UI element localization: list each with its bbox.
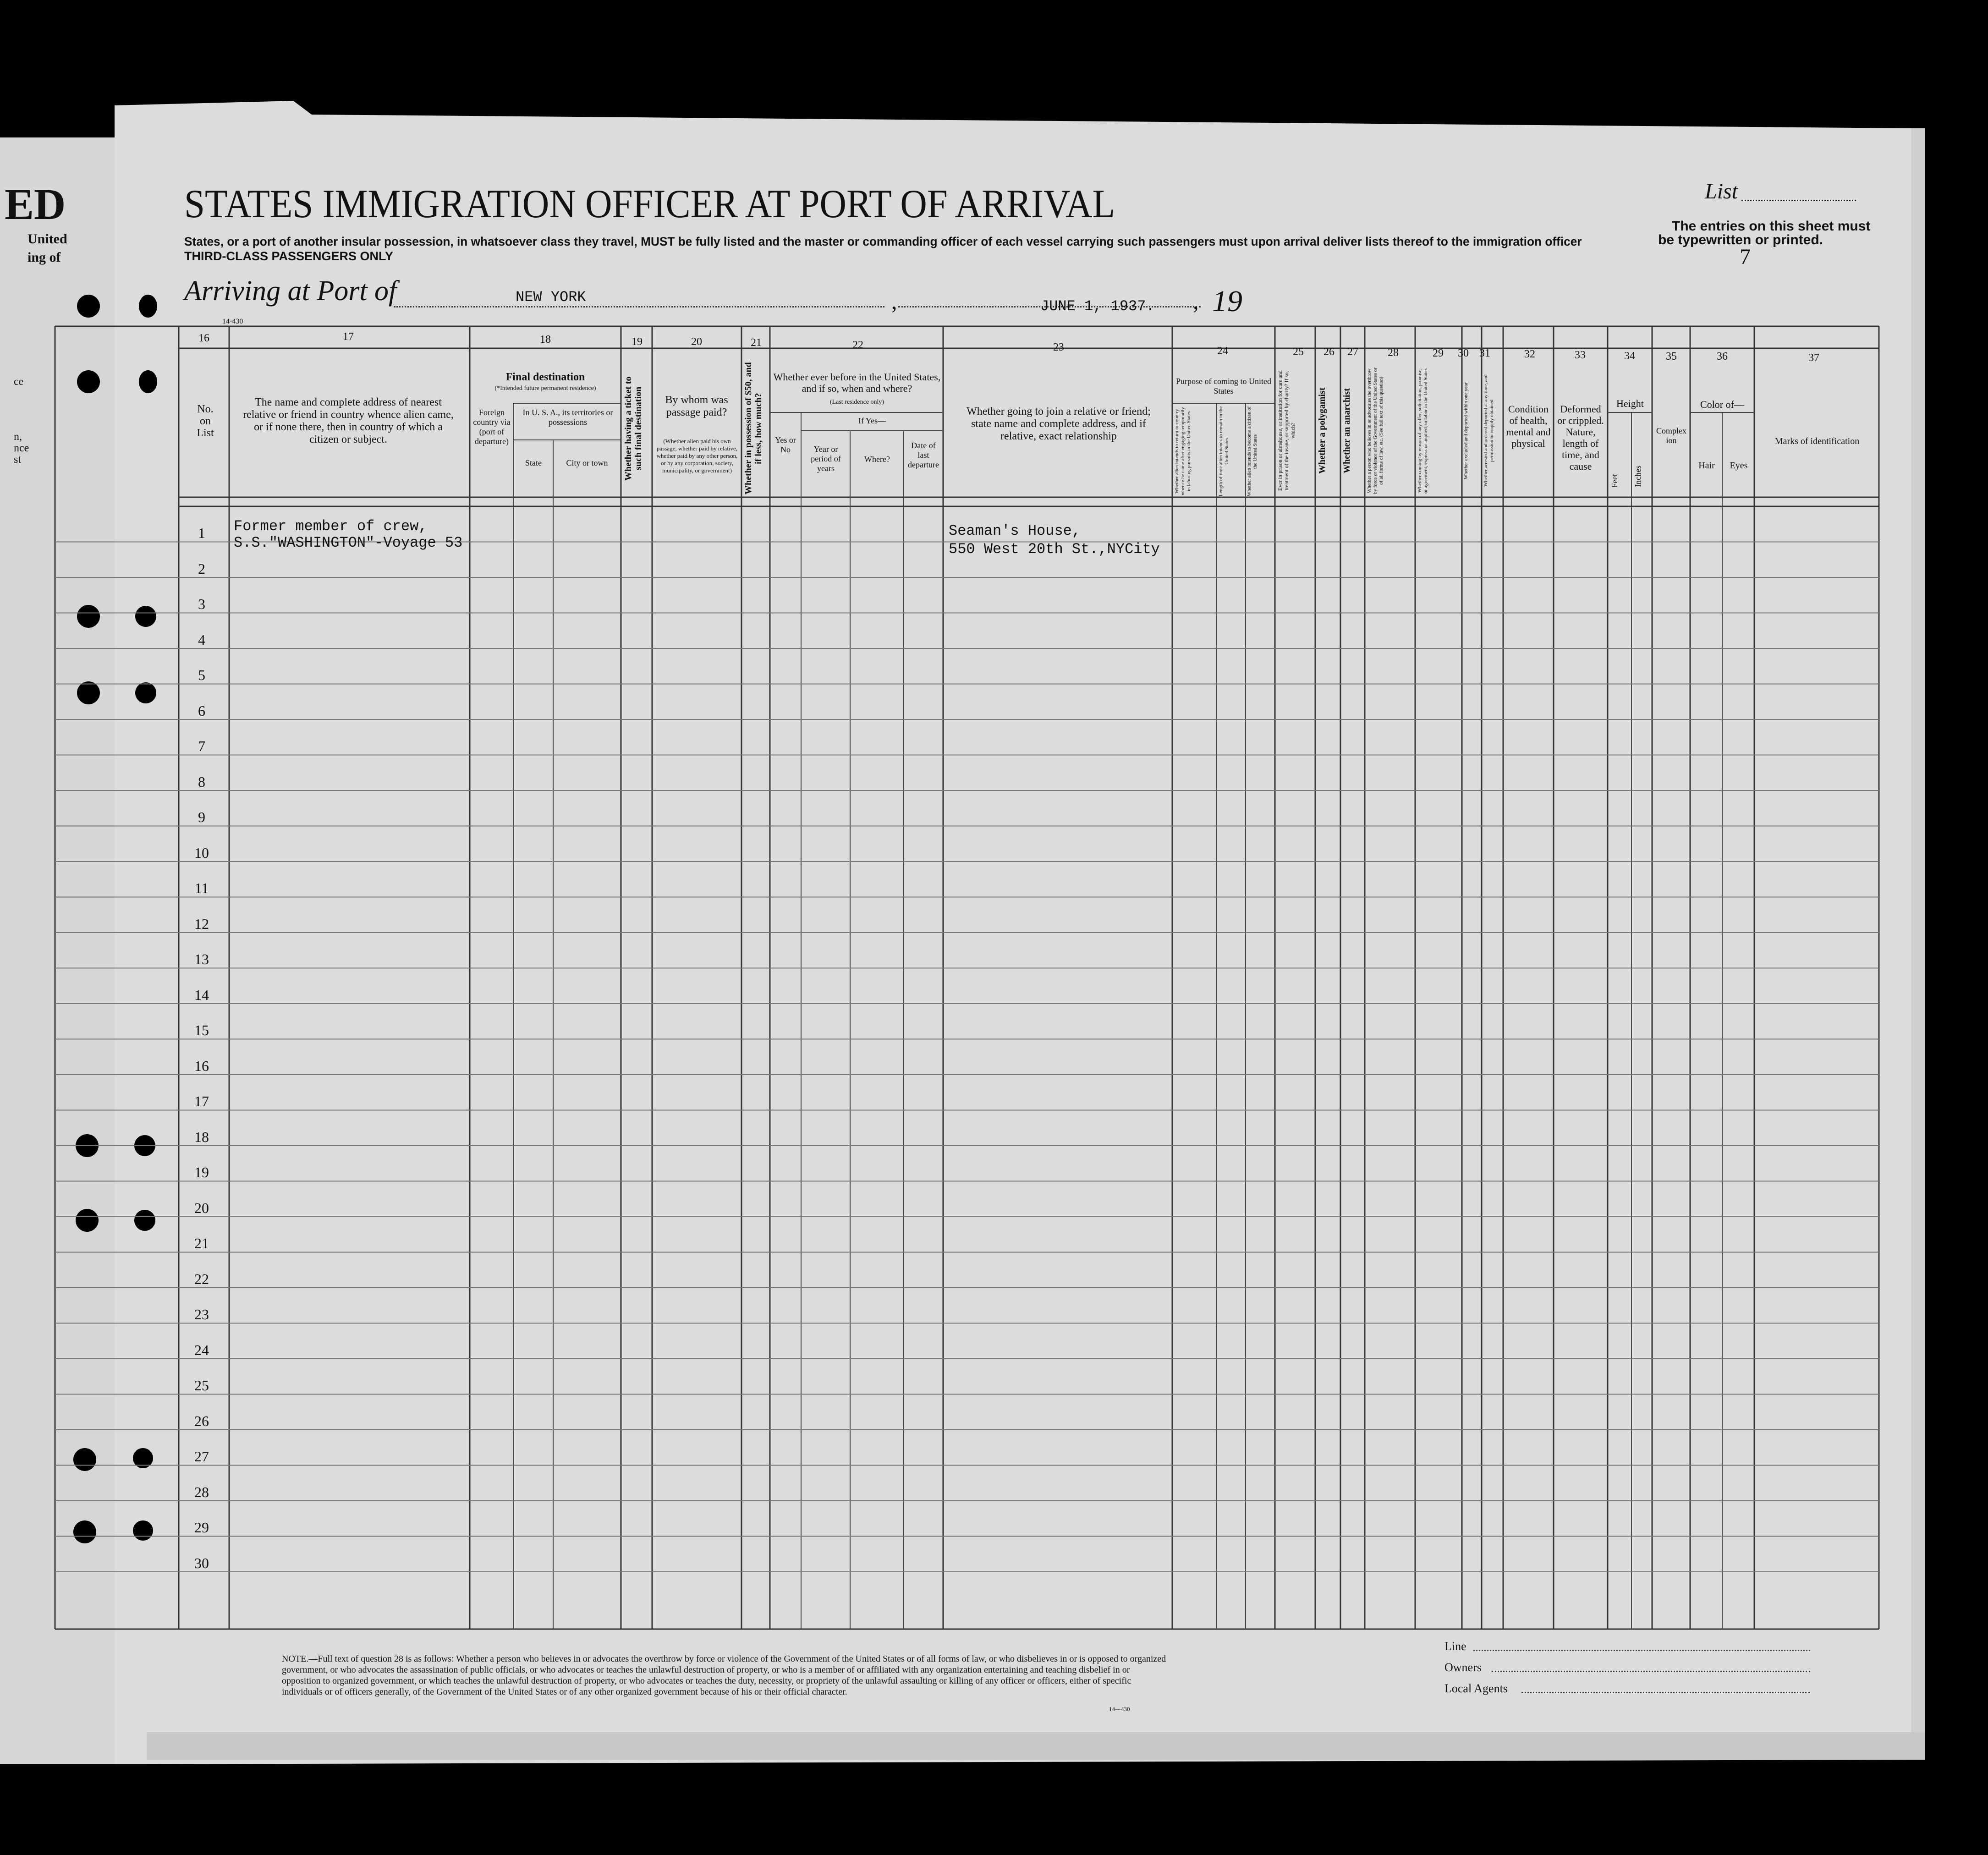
question-28-note: NOTE.—Full text of question 28 is as follows: Whether a person who believes in or advocates the overthrow by force or violence of the Government of the United States or of all forms of law, or who disbelieves in or is opposed to organized government, or who advocates the assassination of public officials, or who advocates or teaches the unlawful destruction of property, or who is a member of or affiliated with any organization entertaining and teaching disbelief in or opposition to organized government, or which teaches the unlawful destruction of property, or who advocates or teaches the duty, necessity, or propriety of the unlawful assaulting or killing of any officer or officers, either of specific individuals or of officers generally, of the Government of the United States or of any other organized government because of his or their official character. — [282, 1654, 1166, 1697]
owners-label: Owners — [1444, 1661, 1482, 1674]
row-number: 3 — [198, 596, 205, 612]
left-fragment-line-2: ing of — [27, 250, 61, 265]
row-number: 22 — [194, 1270, 209, 1287]
local-agents-label: Local Agents — [1444, 1682, 1508, 1695]
left-margin-label: n, — [14, 431, 22, 443]
header-passage-paid: By whom was passage paid? — [665, 394, 728, 418]
header-ever-before: Whether ever before in the United States, and if so, when and where? — [773, 371, 941, 394]
row-number: 26 — [194, 1412, 209, 1429]
line-field — [1473, 1650, 1810, 1651]
column-number: 25 — [1293, 346, 1304, 358]
row-number: 15 — [194, 1022, 209, 1038]
row-number: 19 — [194, 1164, 209, 1180]
list-label: List — [1705, 179, 1738, 203]
row-number: 8 — [198, 773, 205, 790]
comma: , — [1193, 288, 1199, 314]
port-value: NEW YORK — [516, 289, 586, 306]
header-inches: Inches — [1633, 466, 1642, 488]
header-excluded: Whether excluded and deported within one year — [1463, 382, 1469, 479]
header-last-residence: (Last residence only) — [829, 399, 884, 406]
header-health: Condition of health, mental and physical — [1506, 403, 1551, 449]
row-number: 24 — [194, 1341, 209, 1358]
column-number: 17 — [343, 331, 354, 343]
column-number: 30 — [1458, 347, 1469, 359]
column-number: 33 — [1575, 349, 1586, 361]
column-number: 27 — [1347, 346, 1358, 358]
header-fifty-dollars: Whether in possession of $50, and if less, how much? — [743, 362, 763, 495]
left-margin-label: st — [14, 454, 22, 466]
column-number: 19 — [632, 336, 643, 348]
joining-entry-line-1: Seaman's House, — [949, 522, 1081, 539]
header-purpose-citizen: Whether alien intends to become a citizen of the United States — [1247, 406, 1258, 497]
row-number: 23 — [194, 1306, 209, 1323]
row-number: 6 — [198, 702, 205, 719]
header-eyes: Eyes — [1730, 461, 1748, 471]
entries-note: The entries on this sheet must — [1672, 219, 1871, 234]
column-number: 36 — [1717, 351, 1728, 362]
comma: , — [891, 288, 897, 314]
row-number: 11 — [194, 880, 209, 896]
header-city: City or town — [566, 458, 608, 467]
column-number: 32 — [1524, 348, 1535, 360]
row-number: 16 — [194, 1057, 209, 1074]
header-polygamist: Whether a polygamist — [1317, 387, 1327, 474]
column-number: 37 — [1808, 352, 1819, 364]
header-final-destination: Final destination — [505, 371, 585, 383]
header-prison: Ever in prison or almshouse, or institution for care and treatment of the insane, or supported by charity? If so, which? — [1277, 370, 1296, 491]
form-title: STATES IMMIGRATION OFFICER AT PORT OF ARRIVAL — [184, 182, 1115, 226]
header-deported: Whether arrested and ordered deported at any time, and permission to reapply obtained — [1483, 374, 1494, 487]
arrival-date: JUNE 1, 1937. — [1040, 298, 1155, 315]
form-class-label: THIRD-CLASS PASSENGERS ONLY — [184, 249, 394, 263]
row-number: 21 — [194, 1235, 209, 1251]
header-going-to-join: Whether going to join a relative or friend; state name and complete address, and if relative, exact relationship — [967, 406, 1151, 442]
row-number: 25 — [194, 1377, 209, 1394]
form-small-number: 14-430 — [222, 318, 243, 325]
header-nearest-relative: The name and complete address of nearest relative or friend in country whence alien came, or if none there, then in country of which a citizen or subject. — [243, 396, 454, 445]
header-in-usa: In U. S. A., its territories or possessions — [522, 408, 613, 427]
row-number: 30 — [194, 1554, 209, 1571]
header-labor-offer: Whether coming by reason of any offer, solicitation, promise, or agreement, express or implied, to labor in the United States — [1417, 368, 1428, 494]
column-number: 34 — [1624, 350, 1635, 362]
header-final-destination-note: (*Intended future permanent residence) — [494, 385, 596, 392]
row-number: 14 — [194, 986, 209, 1003]
column-number: 31 — [1479, 347, 1490, 359]
header-purpose-length: Length of time alien intends to remain in the United States — [1218, 406, 1230, 497]
entries-note: be typewritten or printed. — [1658, 232, 1823, 247]
left-margin-label: nce — [14, 442, 29, 454]
line-label: Line — [1444, 1640, 1466, 1653]
header-anarchist: Whether an anarchist — [1342, 388, 1352, 473]
header-feet: Feet — [1610, 474, 1619, 488]
joining-entry-line-2: 550 West 20th St.,NYCity — [949, 541, 1160, 558]
row-number: 1 — [198, 525, 205, 541]
arriving-label: Arriving at Port of — [184, 275, 397, 307]
row-number: 18 — [194, 1128, 209, 1145]
header-state: State — [525, 458, 542, 467]
column-number: 24 — [1217, 345, 1228, 357]
row-number: 27 — [194, 1448, 209, 1465]
row-number: 9 — [198, 809, 205, 825]
header-purpose-return: Whether alien intends to return to country whence he came after engaging temporarily in laboring pursuits in the United States — [1174, 407, 1192, 496]
header-last-departure: Date of last departure — [908, 441, 939, 469]
row-number: 17 — [194, 1093, 209, 1109]
row-number: 28 — [194, 1483, 209, 1500]
column-number: 16 — [198, 332, 209, 344]
header-color: Color of— — [1700, 399, 1744, 410]
header-complexion: Complexion — [1656, 426, 1686, 445]
column-number: 21 — [751, 337, 762, 349]
header-where: Where? — [864, 455, 890, 464]
header-deformed: Deformed or crippled. Nature, length of time, and cause — [1557, 403, 1604, 472]
column-number: 18 — [540, 334, 551, 346]
owners-field — [1492, 1671, 1810, 1672]
list-number: 7 — [1740, 245, 1751, 269]
header-passage-paid-note: (Whether alien paid his own passage, whether paid by relative, whether paid by any other person, or by any corporation, society, municipality, or government) — [656, 438, 738, 474]
form-number: 14—430 — [1109, 1706, 1130, 1712]
row-number: 29 — [194, 1519, 209, 1536]
column-number: 23 — [1053, 341, 1064, 353]
column-number: 35 — [1666, 351, 1677, 362]
column-number: 29 — [1433, 347, 1444, 359]
row-number: 5 — [198, 667, 205, 683]
column-number: 26 — [1324, 346, 1334, 358]
left-margin-label: ce — [14, 376, 24, 388]
form-subtitle: States, or a port of another insular possession, in whatsoever class they travel, MUST be fully listed and the master or commanding officer of each vessel carrying such passengers must upon arrival deliver lists thereof to the immigration officer — [184, 235, 1582, 248]
header-purpose: Purpose of coming to United States — [1176, 377, 1271, 395]
header-height: Height — [1616, 398, 1644, 409]
header-year-period: Year or period of years — [811, 445, 841, 473]
row-number: 2 — [198, 560, 205, 577]
header-hair: Hair — [1698, 461, 1715, 471]
header-overthrow: Whether a person who believes in or advocates the overthrow by force or violence of the Government of the United States or of all forms of law, etc. (See full text of this question) — [1367, 368, 1384, 494]
row-number: 10 — [194, 844, 209, 861]
row-number: 13 — [194, 951, 209, 967]
relative-entry-line-1: Former member of crew, — [234, 518, 428, 535]
header-ticket: Whether having a ticket to such final destination — [623, 376, 643, 481]
left-fragment-title: ED — [5, 180, 66, 229]
column-number: 28 — [1388, 347, 1399, 359]
header-yes-no: Yes or No — [775, 435, 796, 454]
column-number: 20 — [691, 336, 702, 348]
row-number: 4 — [198, 631, 205, 648]
header-no-on-list: No. on List — [197, 403, 214, 439]
header-marks: Marks of identification — [1774, 436, 1860, 446]
left-fragment-line-1: United — [27, 231, 67, 247]
year-label: 19 — [1212, 285, 1242, 318]
relative-entry-line-2: S.S."WASHINGTON"-Voyage 53 — [234, 534, 463, 551]
column-number: 22 — [852, 339, 863, 351]
row-number: 7 — [198, 738, 205, 754]
local-agents-field — [1521, 1692, 1810, 1693]
header-foreign-country: Foreign country via (port of departure) — [473, 408, 511, 446]
row-number: 20 — [194, 1199, 209, 1216]
row-number: 12 — [194, 915, 209, 932]
header-if-yes: If Yes— — [858, 416, 886, 425]
